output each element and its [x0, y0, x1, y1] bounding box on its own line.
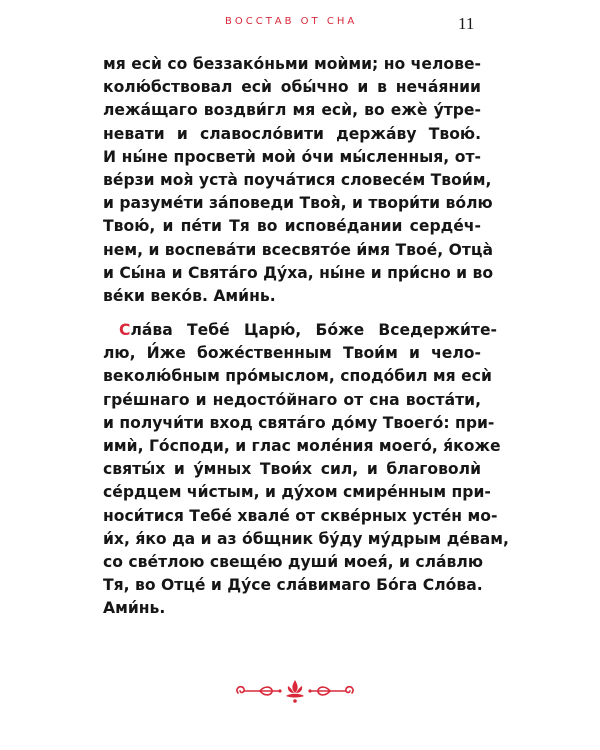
text-line — [103, 481, 491, 504]
text-line — [103, 597, 481, 620]
text-line — [103, 99, 481, 122]
text-line-content: мя есѝ со беззако́ньми моѝми; но челове- — [103, 55, 481, 73]
text-line — [103, 239, 493, 262]
text-line-content: ве́рзи моя̀ уста̀ поуча́тися словесе́м Твои́м, — [103, 170, 492, 189]
text-line — [103, 76, 481, 99]
text-line — [103, 505, 498, 528]
page-number: 11 — [458, 14, 475, 33]
running-title: ВОССТАВ ОТ СНА — [225, 16, 358, 27]
text-line-content: носи́тися Тебе́ хвале́ от скве́рных усте́н мо- — [103, 506, 498, 525]
floral-ornament-icon — [230, 678, 360, 704]
text-line — [103, 365, 492, 388]
text-line — [103, 319, 497, 342]
text-line-content: и разуме́ти за́поведи Твоя̀, и твори́ти во́лю — [103, 194, 493, 213]
paragraph-2 — [103, 319, 509, 620]
running-head — [0, 14, 600, 34]
text-line-content: ве́ки веко́в. Ами́нь. — [103, 286, 276, 305]
text-line-content: и́х, я́ко да и аз о́бщник бу́ду му́дрым де́вам, — [103, 529, 509, 548]
text-line-content: И ны́не просветѝ моѝ о́чи мы́сленныя, от- — [103, 147, 481, 166]
text-line-content: со све́тлою свеще́ю души́ моея́, и сла́влю — [103, 552, 483, 571]
red-initial-letter: С — [119, 321, 131, 340]
text-line — [103, 528, 509, 551]
text-line-content: се́рдцем чи́стым, и ду́хом смире́нным при- — [103, 483, 491, 502]
text-line — [103, 146, 481, 169]
text-line-content: и Сы́на и Свята́го Ду́ха, ны́не и при́сно и во — [103, 263, 494, 282]
text-line — [103, 574, 481, 597]
text-line — [103, 458, 481, 481]
paragraph-1 — [103, 53, 494, 308]
prayer-text — [103, 53, 509, 621]
text-line — [103, 192, 493, 215]
text-line-content: ла́ва Тебе́ Царю́, Бо́же Вседержи́те- — [130, 321, 497, 340]
text-line — [103, 412, 495, 435]
text-line — [103, 262, 494, 285]
text-line-content: Ами́нь. — [103, 599, 166, 618]
text-line — [103, 215, 481, 238]
text-line — [103, 389, 481, 412]
text-line — [103, 123, 481, 146]
text-line-content: гре́шнаго и недосто́йнаго от сна воста́ти, — [103, 390, 481, 409]
text-line-content: Тя, во Отце́ и Ду́се сла́вимаго Бо́га Сло́ва. — [103, 576, 483, 595]
text-line-content: колю́бствовал есѝ обы́чно и в неча́янии — [103, 78, 481, 97]
text-line-content: веколю́бным про́мыслом, сподо́бил мя есѝ — [103, 367, 492, 386]
text-line — [103, 285, 481, 308]
text-line — [103, 551, 481, 574]
text-line-content: имѝ, Го́споди, и глас моле́ния моего́, я́коже — [103, 437, 501, 455]
text-line — [103, 342, 481, 365]
text-line-content: лежа́щаго воздви́гл мя есѝ, во ежѐ у́тре- — [103, 101, 481, 120]
text-line-content: нем, и воспева́ти всесвято́е и́мя Твое́, Отца̀ — [103, 240, 493, 259]
text-line-content: Твою́, и пе́ти Тя во испове́дании серде́ч- — [103, 217, 481, 236]
text-line-content: и получи́ти вход свята́го до́му Твоего́: при- — [103, 413, 495, 432]
text-line — [103, 53, 481, 76]
text-line-content: невати и славосло́вити держа́ву Твою́. — [103, 124, 481, 143]
text-line-content: святы́х и у́мных Твои́х сил, и благоволѝ — [103, 460, 481, 479]
text-line-content: лю, И́же боже́ственным Твои́м и чело- — [103, 344, 481, 363]
paragraph-gap — [103, 308, 481, 319]
text-line — [103, 435, 501, 458]
text-line — [103, 169, 492, 192]
